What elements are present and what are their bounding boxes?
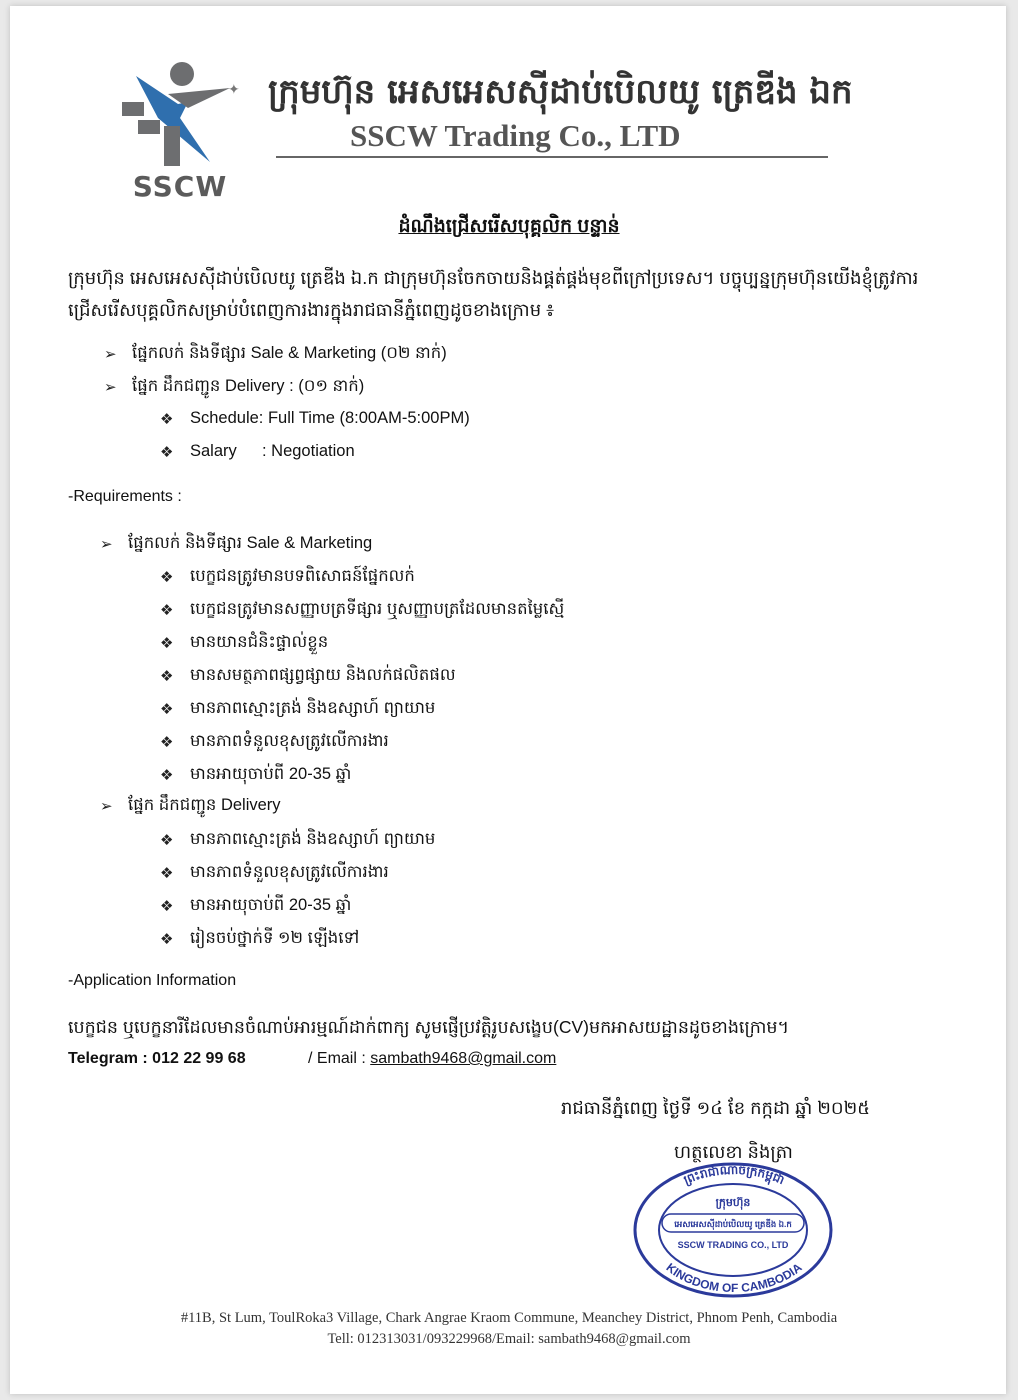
date-line: រាជធានីភ្នំពេញ ថ្ងៃទី ១៤ ខែ កក្កដា ឆ្នាំ ២០២៥ [560,1098,870,1118]
email-link[interactable]: sambath9468@gmail.com [370,1050,557,1067]
company-name-khmer: ក្រុមហ៊ុន អេសអេសស៊ីដាប់បេិលយូ ត្រេឌីង ឯក [268,72,853,112]
sales-requirement-item: មានភាពស្មោះត្រង់ និងឧស្សាហ៍ ព្យាយាម [190,699,436,717]
diamond-bullet-icon: ❖ [160,865,174,882]
delivery-requirement-item: មានភាពស្មោះត្រង់ និងឧស្សាហ៍ ព្យាយាម [190,830,436,848]
company-stamp [632,1160,834,1298]
sales-requirement-item: បេក្ខជនត្រូវមានបទពិសោធន៍ផ្នែកលក់ [190,567,415,585]
requirements-sales-title: ផ្នែកលក់ និងទីផ្សារ Sale & Marketing [128,534,373,552]
company-name-english: SSCW Trading Co., LTD [350,118,681,153]
position-delivery: ផ្នែក ដឹកជញ្ជូន Delivery : (០១ នាក់) [132,377,365,395]
salary-label: Salary [190,442,237,460]
diamond-bullet-icon: ❖ [160,898,174,915]
arrow-bullet-icon: ➢ [104,346,117,363]
diamond-bullet-icon: ❖ [160,635,174,652]
company-logo [118,58,242,204]
logo-figure-icon [118,58,242,170]
sales-requirement-item: មានអាយុចាប់ពី 20-35 ឆ្នាំ [190,765,352,783]
diamond-bullet-icon: ❖ [160,444,174,461]
stamp-top-arc: ព្រះរាជាណាចក្រកម្ពុជា [681,1162,787,1188]
delivery-requirement-item: រៀនចប់ថ្នាក់ទី ១២ ឡើងទៅ [190,929,360,947]
diamond-bullet-icon: ❖ [160,767,174,784]
intro-paragraph: ក្រុមហ៊ុន អេសអេសស៊ីដាប់បេិលយូ ត្រេឌីង ឯ.ក ជាក្រុមហ៊ុនចែកចាយនិងផ្គត់ផ្គង់មុខពីក្រៅប្រទេស។ បច្ចុប្បន្នក្រុមហ៊ុនយើងខ្ញុំត្រូវការជ្រើសរើសបុគ្គលិកសម្រាប់បំពេញការងារក្នុងរាជធានីភ្នំពេញដូចខាងក្រោម ៖ [68,268,919,320]
sales-requirement-item: មានសមត្ថភាពផ្សព្វផ្សាយ និងលក់ផលិតផល [190,666,456,684]
signature-label: ហត្ថលេខា និងត្រា [674,1142,793,1162]
diamond-bullet-icon: ❖ [160,569,174,586]
delivery-requirement-item: មានអាយុចាប់ពី 20-35 ឆ្នាំ [190,896,352,914]
diamond-bullet-icon: ❖ [160,668,174,685]
application-heading: -Application Information [68,972,237,989]
diamond-bullet-icon: ❖ [160,931,174,948]
email-label: / Email : [308,1050,371,1067]
sales-requirement-item: បេក្ខជនត្រូវមានសញ្ញាបត្រទីផ្សារ ឬសញ្ញាបត្រដែលមានតម្លៃស្មើ [190,600,565,618]
stamp-line-2: អេសអេសស៊ីដាប់បេិលយូ ត្រេឌីង ឯ.ក [674,1219,792,1229]
arrow-bullet-icon: ➢ [100,798,113,815]
arrow-bullet-icon: ➢ [104,379,117,396]
requirements-heading: -Requirements : [68,488,182,505]
diamond-bullet-icon: ❖ [160,701,174,718]
delivery-requirement-item: មានភាពទំនួលខុសត្រូវលើការងារ [190,863,389,881]
stamp-line-3: SSCW TRADING CO., LTD [677,1240,789,1250]
application-text: បេក្ខជន ឬបេក្ខនារីដែលមានចំណាប់អារម្មណ៍ដាក់ពាក្យ សូមផ្ញើប្រវត្តិរូបសង្ខេប(CV)មកអាសយដ្ឋានដូចខាងក្រោម។ [68,1017,789,1037]
stamp-line-1: ក្រុមហ៊ុន [715,1197,751,1209]
schedule-line: Schedule: Full Time (8:00AM-5:00PM) [190,409,470,427]
header-divider [276,156,828,158]
diamond-bullet-icon: ❖ [160,411,174,428]
logo-text: SSCW [132,170,228,203]
diamond-bullet-icon: ❖ [160,734,174,751]
diamond-bullet-icon: ❖ [160,602,174,619]
sales-requirement-item: មានយានជំនិះផ្ទាល់ខ្លួន [190,633,329,651]
svg-text:✦: ✦ [228,81,240,97]
stamp-bottom-arc: KINGDOM OF CAMBODIA [663,1260,805,1296]
position-sales: ផ្នែកលក់ និងទីផ្សារ Sale & Marketing (០២ នាក់) [132,344,447,362]
diamond-bullet-icon: ❖ [160,832,174,849]
salary-value: : Negotiation [262,442,355,460]
arrow-bullet-icon: ➢ [100,536,113,553]
footer-address: #11B, St Lum, ToulRoka3 Village, Chark Angrae Kraom Commune, Meanchey District, Phnom Penh, Cambodia [180,1310,838,1326]
sales-requirement-item: មានភាពទំនួលខុសត្រូវលើការងារ [190,732,389,750]
footer-contact: Tell: 012313031/093229968/Email: sambath9468@gmail.com [327,1331,691,1347]
requirements-delivery-title: ផ្នែក ដឹកជញ្ជូន Delivery [128,796,281,814]
announcement-title: ដំណឹងជ្រើសរើសបុគ្គលិក បន្ទាន់ [398,216,620,237]
email-contact [308,1050,556,1068]
telegram-contact: Telegram : 012 22 99 68 [68,1050,246,1067]
